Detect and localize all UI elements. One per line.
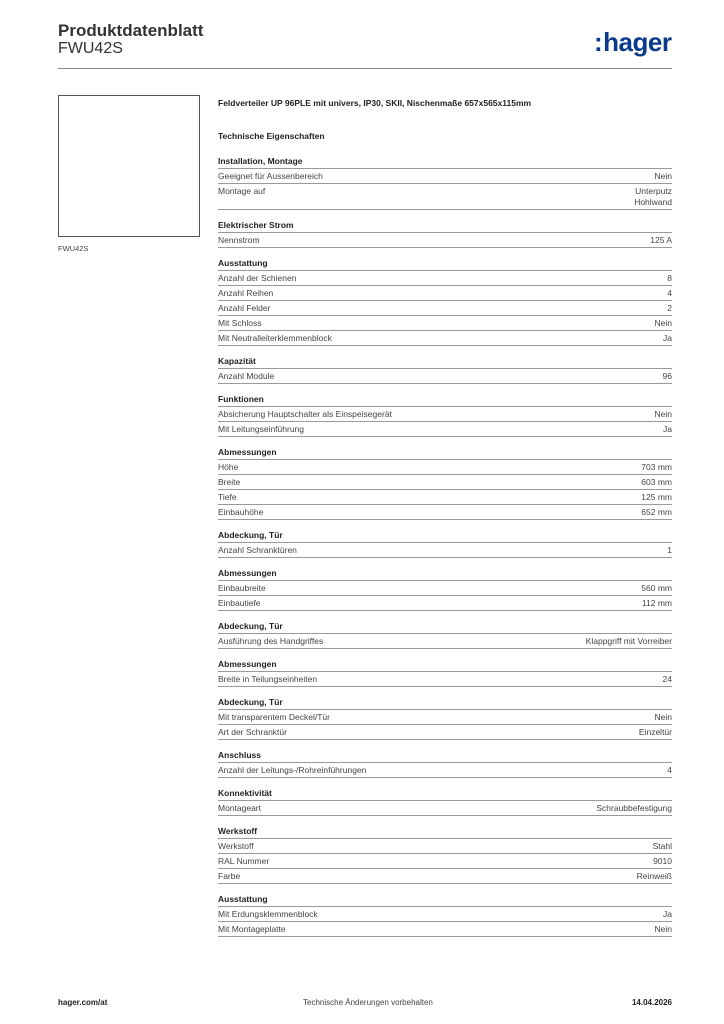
property-group	[218, 659, 672, 687]
property-value: Stahl	[652, 841, 672, 851]
property-label: Mit Leitungseinführung	[218, 424, 305, 434]
property-label: Einbauhöhe	[218, 507, 264, 517]
section-heading: Technische Eigenschaften	[218, 131, 325, 141]
property-value: Reinweiß	[636, 871, 672, 881]
property-value: Nein	[654, 924, 672, 934]
group-title: Abdeckung, Tür	[218, 621, 672, 634]
property-label: Anzahl Felder	[218, 303, 271, 313]
footer-date: 14.04.2026	[631, 998, 672, 1007]
property-group	[218, 447, 672, 520]
product-code: FWU42S	[58, 40, 123, 57]
group-title: Abmessungen	[218, 568, 672, 581]
property-value: 2	[667, 303, 672, 313]
property-label: Einbaubreite	[218, 583, 266, 593]
property-label: Höhe	[218, 462, 239, 472]
property-row	[218, 869, 672, 884]
property-value: Klappgriff mit Vorreiber	[585, 636, 672, 646]
property-value: 96	[662, 371, 672, 381]
property-row	[218, 271, 672, 286]
property-value: Einzeltür	[638, 727, 672, 737]
footer-website: hager.com/at	[58, 998, 108, 1007]
property-value: 125 mm	[641, 492, 672, 502]
property-value: 603 mm	[641, 477, 672, 487]
property-group	[218, 258, 672, 346]
property-label: Anzahl Schranktüren	[218, 545, 297, 555]
property-label: Breite in Teilungseinheiten	[218, 674, 318, 684]
group-title: Kapazität	[218, 356, 672, 369]
product-image-caption: FWU42S	[58, 244, 89, 253]
property-value: Ja	[663, 424, 672, 434]
property-label: Breite	[218, 477, 241, 487]
property-group	[218, 220, 672, 248]
property-row	[218, 543, 672, 558]
property-group	[218, 156, 672, 210]
property-group	[218, 356, 672, 384]
group-title: Ausstattung	[218, 894, 672, 907]
property-label: Mit Neutralleiterklemmenblock	[218, 333, 332, 343]
property-row	[218, 839, 672, 854]
property-row	[218, 422, 672, 437]
property-row	[218, 854, 672, 869]
group-title: Installation, Montage	[218, 156, 672, 169]
property-value: 24	[662, 674, 672, 684]
property-label: Mit Erdungsklemmenblock	[218, 909, 318, 919]
property-row	[218, 581, 672, 596]
property-label: Anzahl der Schienen	[218, 273, 297, 283]
logo-text: hager	[603, 27, 672, 57]
property-row	[218, 475, 672, 490]
property-group	[218, 826, 672, 884]
property-label: Anzahl Reihen	[218, 288, 274, 298]
property-value: 125 A	[650, 235, 672, 245]
property-value: 9010	[653, 856, 672, 866]
property-label: Nennstrom	[218, 235, 260, 245]
product-description: Feldverteiler UP 96PLE mit univers, IP30, SKII, Nischenmaße 657x565x115mm	[218, 98, 532, 108]
property-row	[218, 672, 672, 687]
property-row	[218, 184, 672, 210]
property-value: 8	[667, 273, 672, 283]
group-title: Elektrischer Strom	[218, 220, 672, 233]
group-title: Funktionen	[218, 394, 672, 407]
property-row	[218, 286, 672, 301]
property-label: Farbe	[218, 871, 241, 881]
property-group	[218, 894, 672, 937]
property-label: Absicherung Hauptschalter als Einspeisegerät	[218, 409, 392, 419]
header-divider	[58, 68, 672, 69]
group-title: Abmessungen	[218, 659, 672, 672]
property-row	[218, 233, 672, 248]
property-label: Einbautiefe	[218, 598, 261, 608]
property-value: 4	[667, 765, 672, 775]
property-row	[218, 460, 672, 475]
property-value: Unterputz Hohlwand	[634, 186, 672, 207]
property-group	[218, 394, 672, 437]
property-group	[218, 568, 672, 611]
property-value: 703 mm	[641, 462, 672, 472]
product-image	[58, 95, 200, 237]
property-row	[218, 490, 672, 505]
property-value: Nein	[654, 712, 672, 722]
property-row	[218, 331, 672, 346]
hager-logo	[594, 27, 671, 58]
property-row	[218, 169, 672, 184]
property-value: Nein	[654, 409, 672, 419]
property-label: Ausführung des Handgriffes	[218, 636, 324, 646]
property-group	[218, 788, 672, 816]
group-title: Abdeckung, Tür	[218, 697, 672, 710]
property-value: 652 mm	[641, 507, 672, 517]
property-label: Mit Schloss	[218, 318, 262, 328]
property-group	[218, 750, 672, 778]
property-row	[218, 763, 672, 778]
property-value: 4	[667, 288, 672, 298]
property-row	[218, 596, 672, 611]
property-value: Ja	[663, 333, 672, 343]
property-label: Art der Schranktür	[218, 727, 287, 737]
property-row	[218, 369, 672, 384]
property-row	[218, 922, 672, 937]
property-group	[218, 530, 672, 558]
property-label: Anzahl Module	[218, 371, 275, 381]
property-row	[218, 801, 672, 816]
logo-dots: :	[594, 27, 603, 57]
group-title: Anschluss	[218, 750, 672, 763]
property-value: Nein	[654, 318, 672, 328]
property-row	[218, 907, 672, 922]
property-value: Nein	[654, 171, 672, 181]
footer-note: Technische Änderungen vorbehalten	[303, 998, 433, 1007]
group-title: Werkstoff	[218, 826, 672, 839]
property-row	[218, 407, 672, 422]
property-label: Mit transparentem Deckel/Tür	[218, 712, 330, 722]
property-label: Mit Montageplatte	[218, 924, 286, 934]
property-label: Werkstoff	[218, 841, 254, 851]
property-row	[218, 316, 672, 331]
property-row	[218, 505, 672, 520]
property-label: RAL Nummer	[218, 856, 270, 866]
property-label: Montageart	[218, 803, 261, 813]
property-group	[218, 697, 672, 740]
group-title: Abdeckung, Tür	[218, 530, 672, 543]
property-label: Montage auf	[218, 186, 266, 196]
property-label: Tiefe	[218, 492, 237, 502]
property-value: 1	[667, 545, 672, 555]
properties-table	[218, 156, 672, 947]
group-title: Ausstattung	[218, 258, 672, 271]
property-label: Geeignet für Aussenbereich	[218, 171, 323, 181]
property-row	[218, 725, 672, 740]
property-value: 560 mm	[641, 583, 672, 593]
property-value: Ja	[663, 909, 672, 919]
property-label: Anzahl der Leitungs-/Rohreinführungen	[218, 765, 367, 775]
property-row	[218, 710, 672, 725]
page-title: Produktdatenblatt	[58, 21, 204, 40]
property-row	[218, 301, 672, 316]
property-group	[218, 621, 672, 649]
group-title: Abmessungen	[218, 447, 672, 460]
group-title: Konnektivität	[218, 788, 672, 801]
property-row	[218, 634, 672, 649]
property-value: Schraubbefestigung	[596, 803, 672, 813]
property-value: 112 mm	[641, 598, 672, 608]
